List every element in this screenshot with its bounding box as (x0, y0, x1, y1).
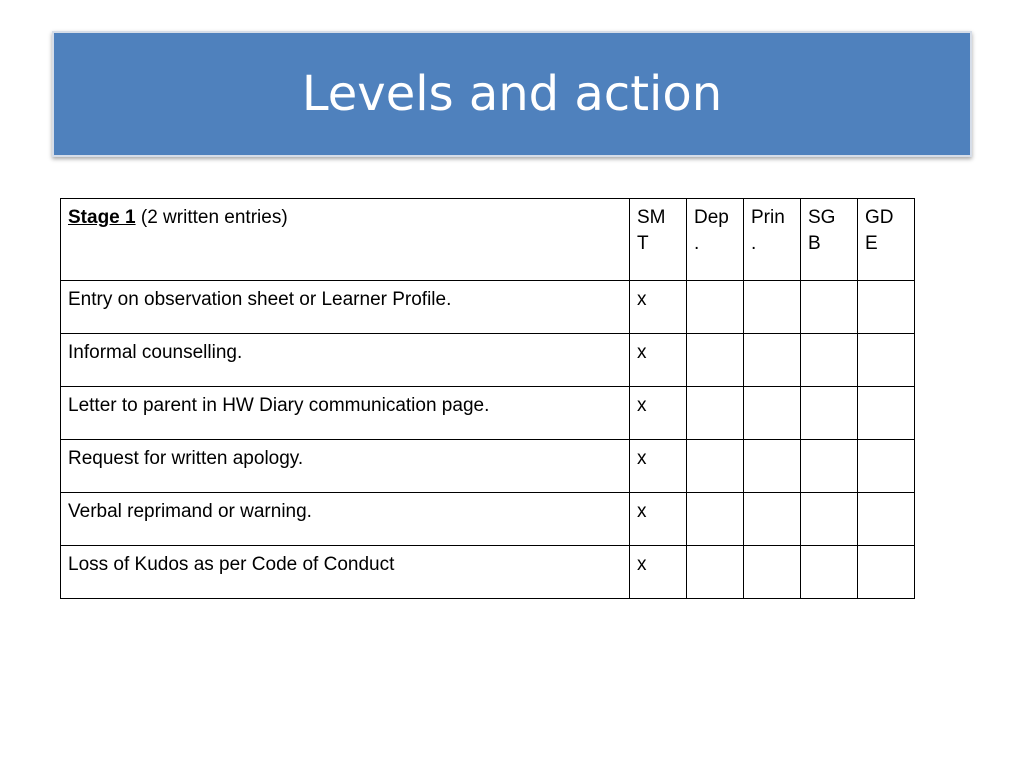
mark-cell-sgb (801, 493, 858, 546)
mark-cell-smt: x (630, 387, 687, 440)
table-row (61, 281, 915, 334)
mark-cell-prin (744, 334, 801, 387)
role-header-prin (744, 199, 801, 281)
mark-cell-dep (687, 281, 744, 334)
title-banner (52, 31, 972, 157)
action-cell: Verbal reprimand or warning. (61, 493, 630, 546)
table-row (61, 387, 915, 440)
mark-cell-prin (744, 440, 801, 493)
mark-cell-sgb (801, 334, 858, 387)
mark-cell-smt: x (630, 440, 687, 493)
mark-cell-gde (858, 440, 915, 493)
role-header-line: SM (637, 207, 666, 228)
mark-cell-sgb (801, 281, 858, 334)
role-header-line: T (637, 233, 649, 254)
role-header-line: GD (865, 207, 894, 228)
mark-cell-gde (858, 281, 915, 334)
mark-cell-smt: x (630, 493, 687, 546)
mark-cell-prin (744, 281, 801, 334)
mark-cell-sgb (801, 440, 858, 493)
slide-title: Levels and action (301, 66, 723, 122)
mark-cell-smt: x (630, 546, 687, 599)
table-row (61, 440, 915, 493)
mark-cell-smt: x (630, 281, 687, 334)
mark-cell-dep (687, 334, 744, 387)
stage-note: (2 written entries) (140, 207, 288, 228)
mark-cell-gde (858, 334, 915, 387)
action-cell: Informal counselling. (61, 334, 630, 387)
role-header-line: SG (808, 207, 836, 228)
role-header-smt (630, 199, 687, 281)
mark-cell-gde (858, 387, 915, 440)
role-header-sgb (801, 199, 858, 281)
mark-cell-smt: x (630, 334, 687, 387)
stage-label: Stage 1 (68, 207, 136, 228)
levels-table (60, 198, 915, 599)
mark-cell-gde (858, 493, 915, 546)
table-row (61, 334, 915, 387)
action-cell: Entry on observation sheet or Learner Profile. (61, 281, 630, 334)
mark-cell-dep (687, 493, 744, 546)
action-cell: Request for written apology. (61, 440, 630, 493)
mark-cell-gde (858, 546, 915, 599)
mark-cell-dep (687, 546, 744, 599)
table-row (61, 546, 915, 599)
mark-cell-sgb (801, 546, 858, 599)
mark-cell-dep (687, 387, 744, 440)
role-header-line: E (865, 233, 878, 254)
mark-cell-prin (744, 387, 801, 440)
mark-cell-dep (687, 440, 744, 493)
role-header-line: . (751, 233, 757, 254)
table-row (61, 493, 915, 546)
role-header-dep (687, 199, 744, 281)
role-header-line: B (808, 233, 821, 254)
mark-cell-prin (744, 493, 801, 546)
role-header-line: . (694, 233, 700, 254)
stage-header-cell (61, 199, 630, 281)
role-header-gde (858, 199, 915, 281)
role-header-line: Prin (751, 207, 785, 228)
mark-cell-prin (744, 546, 801, 599)
action-cell: Letter to parent in HW Diary communication page. (61, 387, 630, 440)
table-header-row (61, 199, 915, 281)
mark-cell-sgb (801, 387, 858, 440)
action-cell: Loss of Kudos as per Code of Conduct (61, 546, 630, 599)
role-header-line: Dep (694, 207, 729, 228)
